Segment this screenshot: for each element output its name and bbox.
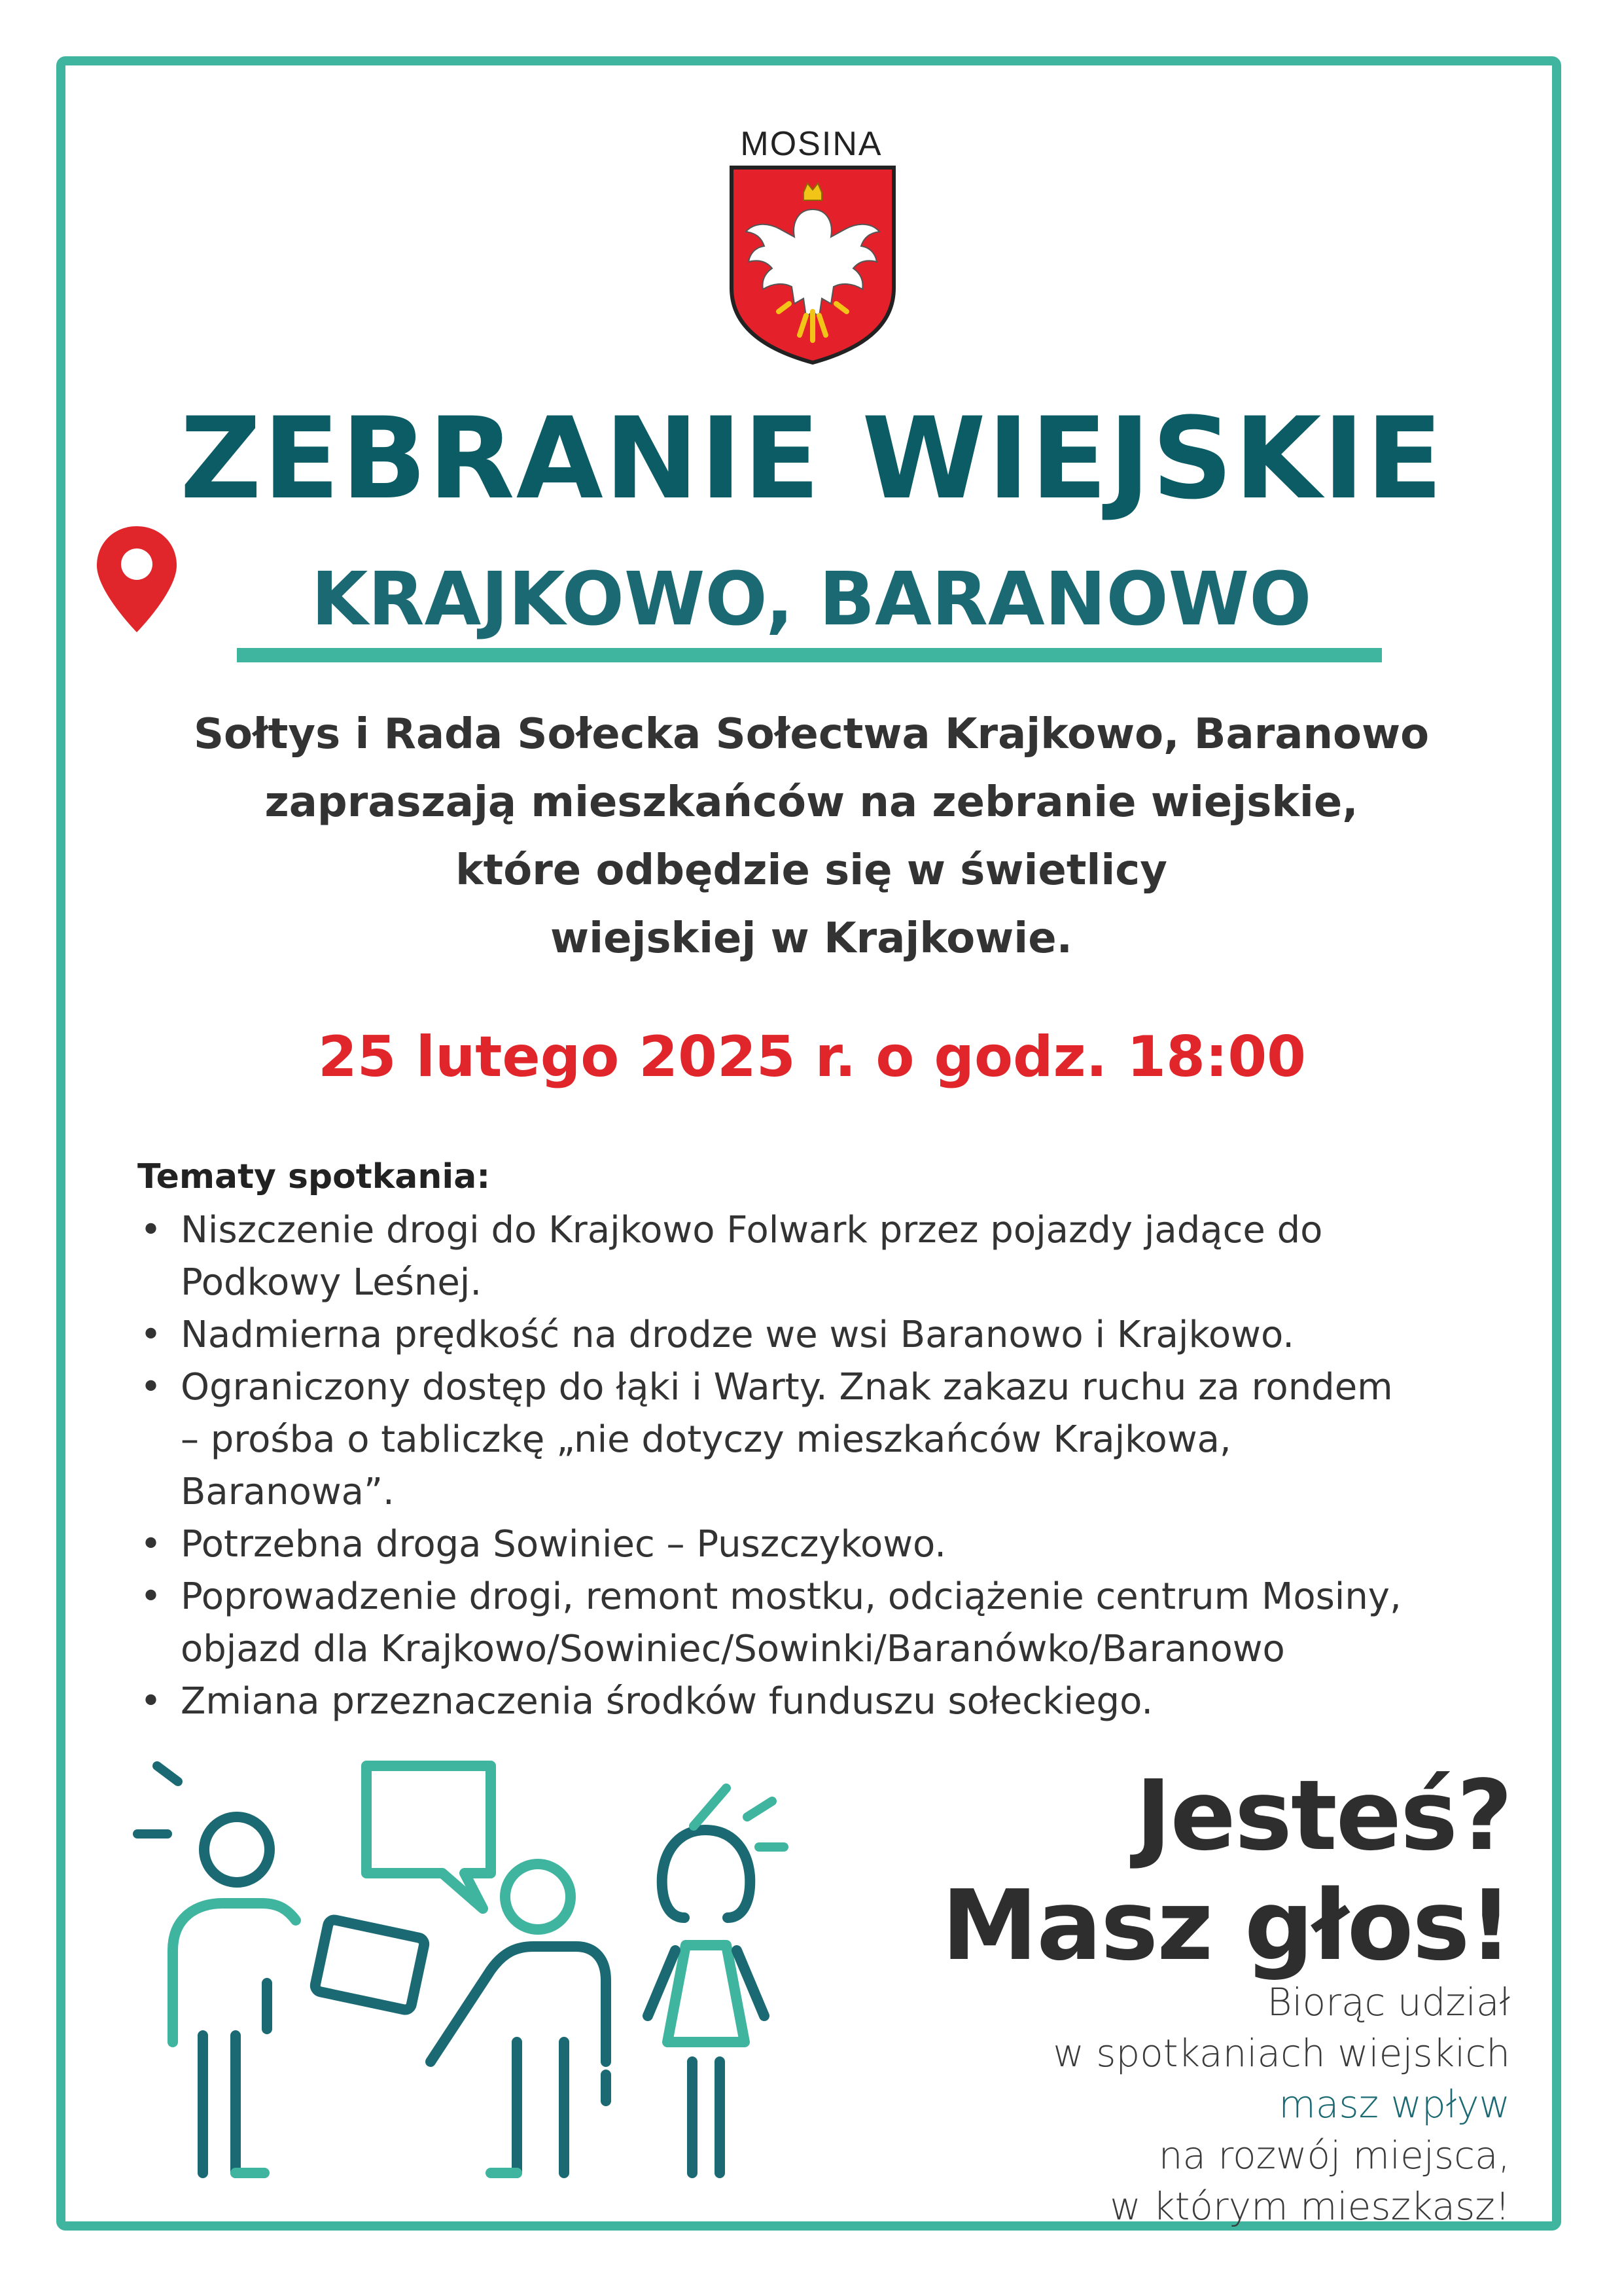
topics-list	[137, 1204, 1511, 1728]
invitation-text	[105, 700, 1518, 973]
bullet: •	[140, 1314, 162, 1356]
list-item	[137, 1361, 1511, 1518]
list-item-line: Poprowadzenie drogi, remont mostku, odciążenie centrum Mosiny,	[181, 1575, 1402, 1618]
list-item	[137, 1309, 1511, 1361]
list-item	[137, 1518, 1511, 1571]
bullet: •	[140, 1575, 162, 1618]
invitation-line: wiejskiej w Krajkowie.	[550, 914, 1072, 963]
list-item-line: Baranowa”.	[181, 1471, 395, 1513]
tablet-icon	[314, 1919, 425, 2011]
invitation-line: Sołtys i Rada Sołecka Sołectwa Krajkowo, Baranowo	[193, 710, 1430, 759]
headline-line: Jesteś?	[1135, 1759, 1511, 1872]
logo-label: MOSINA	[740, 125, 883, 163]
note-line-accent: masz wpływ	[1279, 2082, 1510, 2126]
list-item-line: Ograniczony dostęp do łąki i Warty. Znak zakazu ruchu za rondem	[181, 1366, 1393, 1408]
note-line: w spotkaniach wiejskich	[1053, 2031, 1510, 2075]
bullet: •	[140, 1366, 162, 1408]
bullet: •	[140, 1680, 162, 1723]
list-item-line: Potrzebna droga Sowiniec – Puszczykowo.	[181, 1523, 947, 1566]
village-names: KRAJKOWO, BARANOWO	[311, 557, 1312, 642]
person-middle-icon	[431, 1864, 606, 2173]
page-title: ZEBRANIE WIEJSKIE	[179, 393, 1445, 524]
call-to-action-note	[916, 1977, 1510, 2232]
note-line: na rozwój miejsca,	[1158, 2133, 1510, 2178]
invitation-line: zapraszają mieszkańców na zebranie wiejskie,	[264, 778, 1358, 827]
subtitle-underline	[237, 648, 1382, 662]
person-left-icon	[137, 1766, 296, 2173]
topics-heading: Tematy spotkania:	[137, 1157, 491, 1196]
list-item-line: Podkowy Leśnej.	[181, 1261, 482, 1304]
list-item-line: Zmiana przeznaczenia środków funduszu sołeckiego.	[181, 1680, 1154, 1723]
call-to-action-headline	[877, 1761, 1511, 1981]
list-item	[137, 1204, 1511, 1309]
list-item	[137, 1676, 1511, 1728]
person-right-icon	[648, 1788, 784, 2173]
people-discussion-illustration	[124, 1754, 851, 2199]
list-item-line: Nadmierna prędkość na drodze we wsi Baranowo i Krajkowo.	[181, 1314, 1295, 1356]
location-pin-icon	[93, 524, 181, 635]
note-line: w którym mieszkasz!	[1110, 2184, 1510, 2229]
list-item-line: objazd dla Krajkowo/Sowiniec/Sowinki/Baranówko/Baranowo	[181, 1628, 1285, 1670]
headline-line: Masz głos!	[941, 1869, 1511, 1982]
list-item-line: – prośba o tabliczkę „nie dotyczy mieszkańców Krajkowa,	[181, 1418, 1231, 1461]
list-item-line: Niszczenie drogi do Krajkowo Folwark przez pojazdy jadące do	[181, 1209, 1323, 1251]
speech-bubble-icon	[366, 1766, 491, 1909]
bullet: •	[140, 1523, 162, 1566]
invitation-line: które odbędzie się w świetlicy	[455, 846, 1167, 895]
list-item	[137, 1571, 1511, 1676]
bullet: •	[140, 1209, 162, 1251]
meeting-date: 25 lutego 2025 r. o godz. 18:00	[317, 1024, 1307, 1090]
note-line: Biorąc udział	[1267, 1980, 1510, 2024]
coat-of-arms-icon	[726, 164, 899, 367]
